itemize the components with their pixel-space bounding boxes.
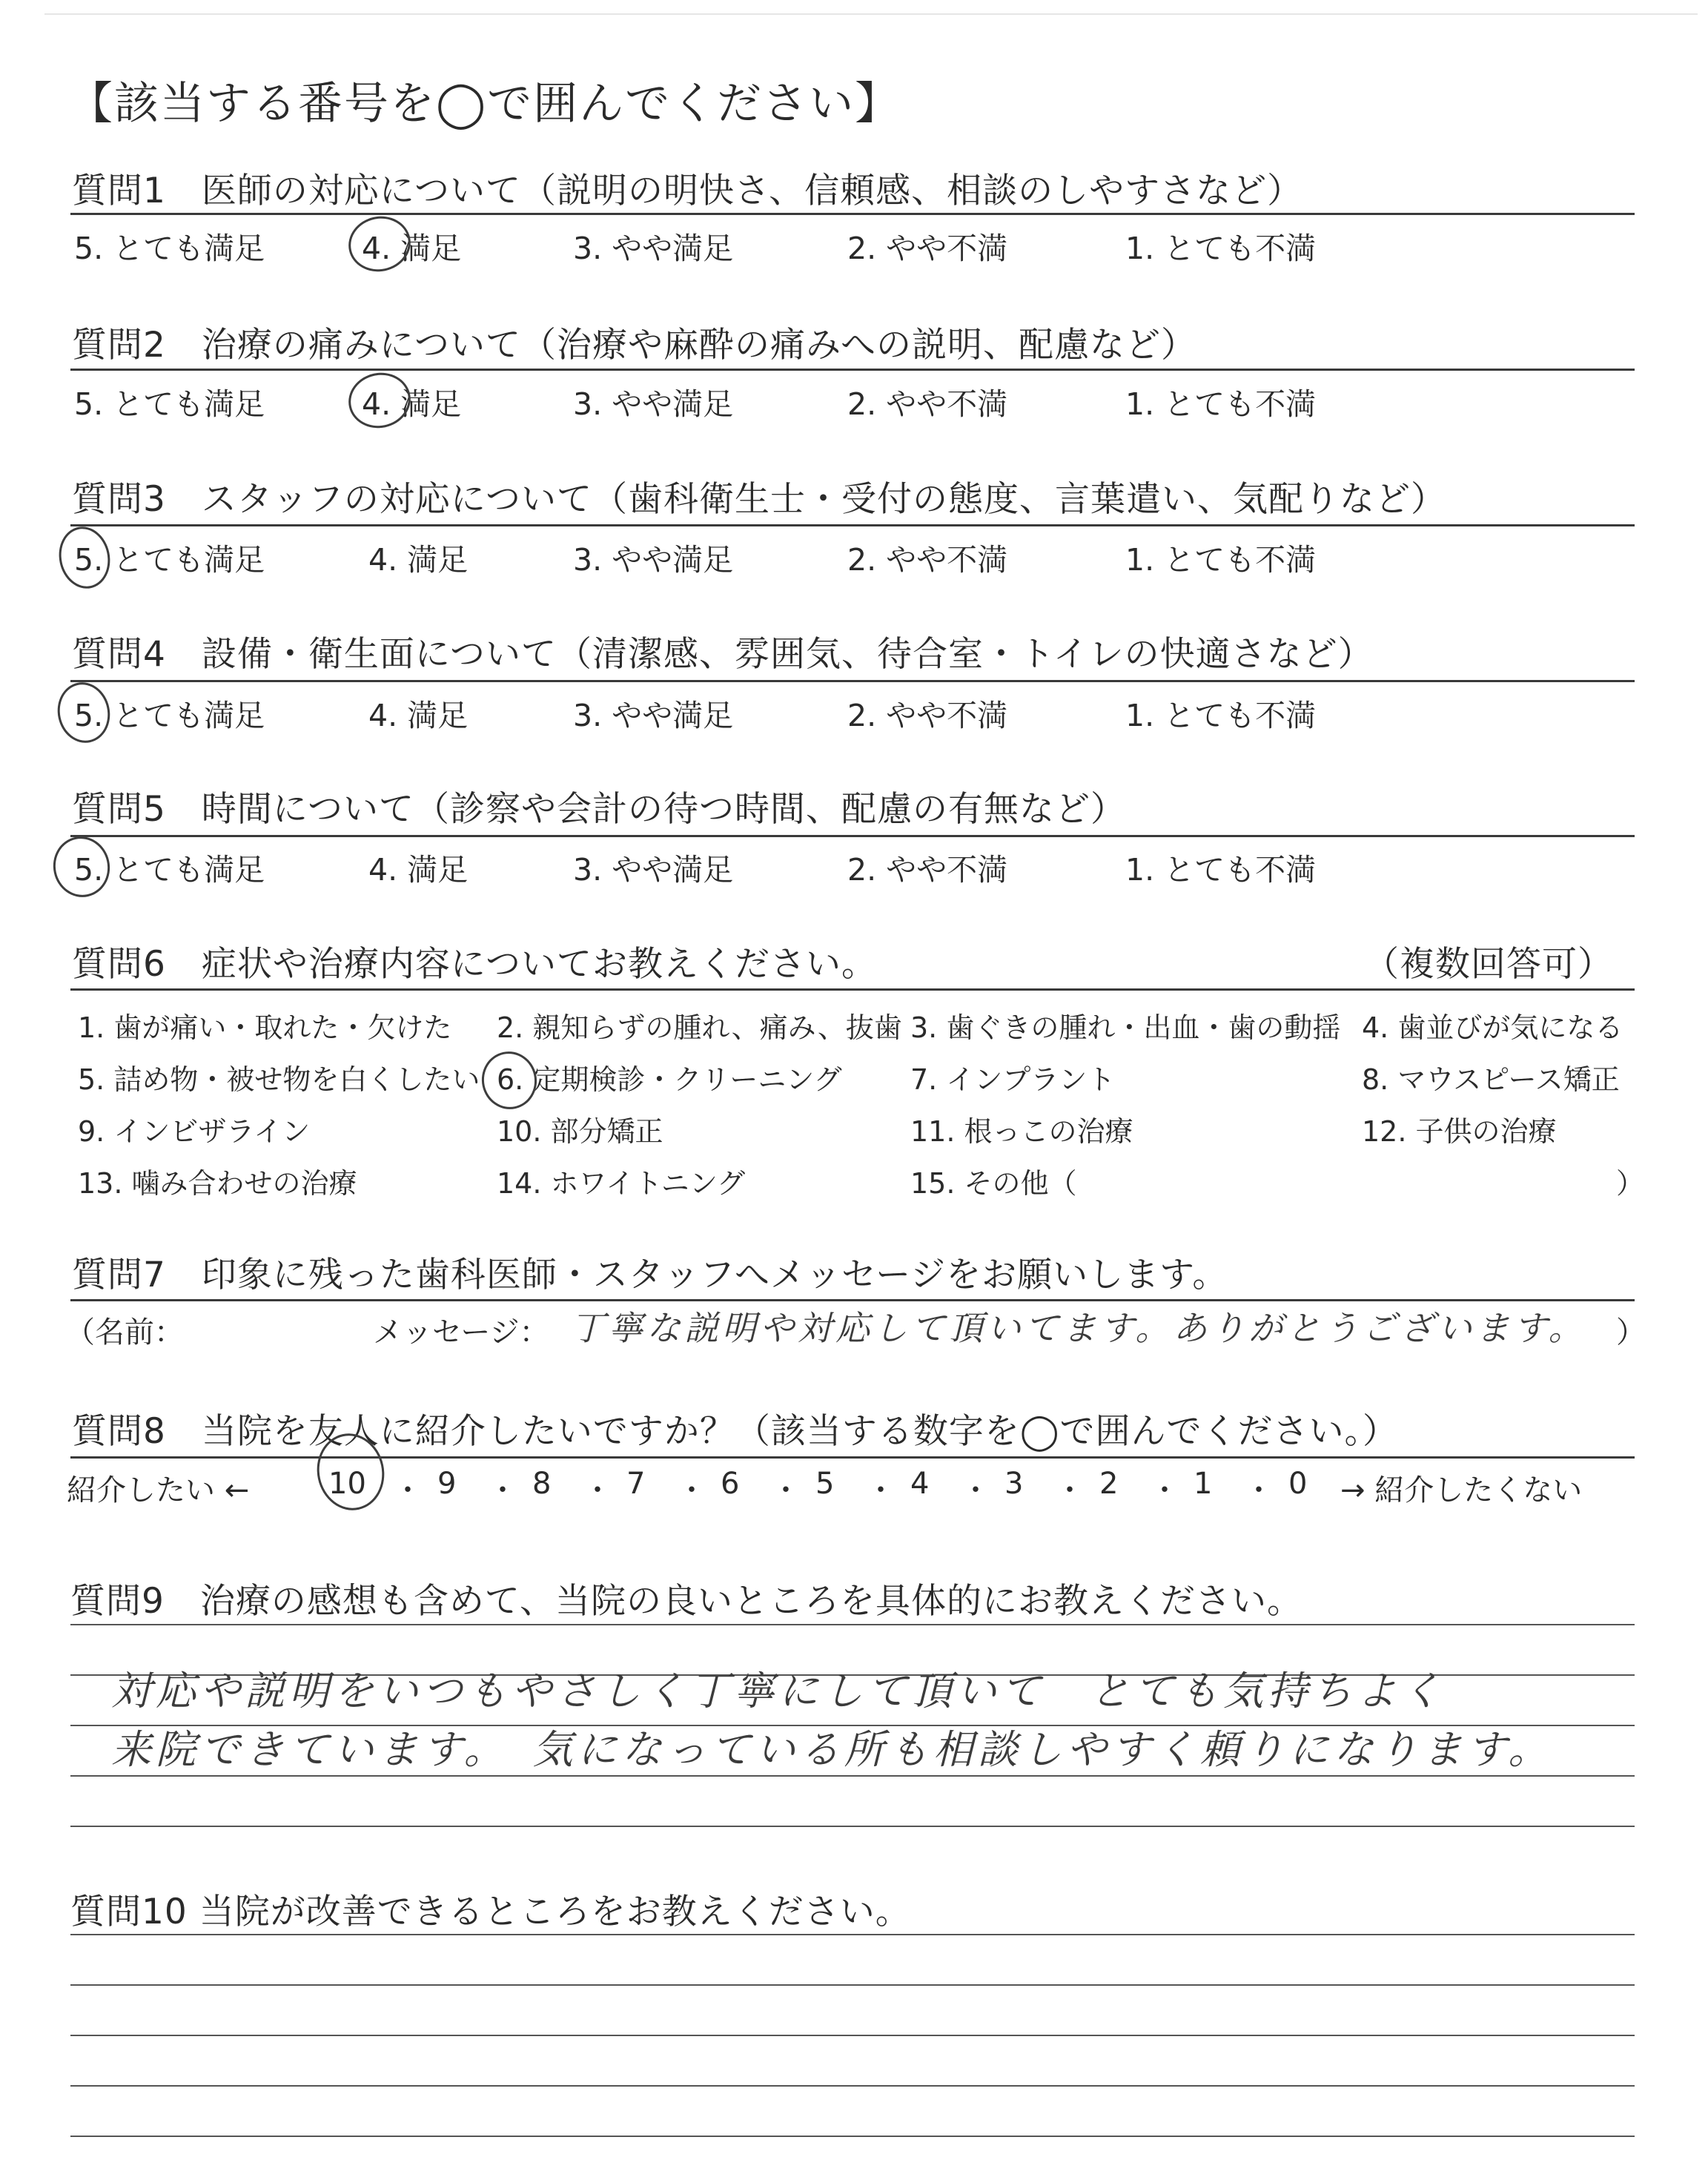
q6-option-13[interactable]: 13. 噛み合わせの治療 — [78, 1167, 357, 1200]
q8-dot: ・ — [1150, 1473, 1179, 1507]
q3-option-2[interactable]: 2. やや不満 — [847, 542, 1008, 578]
q3-option-1[interactable]: 1. とても不満 — [1125, 542, 1317, 578]
q8-dot: ・ — [866, 1473, 896, 1507]
q6-option-14[interactable]: 14. ホワイトニング — [497, 1167, 746, 1200]
q4-heading: 質問4 設備・衛生面について（清潔感、雰囲気、待合室・トイレの快適さなど） — [72, 634, 1374, 675]
q5-rule — [70, 835, 1635, 837]
q8-score-9[interactable]: 9 — [437, 1467, 457, 1501]
q5-option-3[interactable]: 3. やや満足 — [573, 852, 734, 888]
q8-dot: ・ — [488, 1473, 517, 1507]
q1-rule — [70, 213, 1635, 215]
q8-score-4[interactable]: 4 — [910, 1467, 930, 1501]
q8-left-label: 紹介したい ← — [67, 1473, 250, 1507]
q4-option-4[interactable]: 4. 満足 — [368, 698, 469, 733]
q6-other-close-paren: ） — [1616, 1167, 1645, 1200]
q1-option-2[interactable]: 2. やや不満 — [847, 231, 1008, 266]
q6-option-10[interactable]: 10. 部分矯正 — [497, 1115, 663, 1148]
q6-heading: 質問6 症状や治療内容についてお教えください。 — [72, 944, 877, 985]
q1-heading: 質問1 医師の対応について（説明の明快さ、信頼感、相談のしやすさなど） — [72, 171, 1303, 211]
q10-answer-line — [70, 1934, 1635, 1935]
q10-answer-line — [70, 2136, 1635, 2137]
top-border — [44, 13, 1698, 15]
q3-heading: 質問3 スタッフの対応について（歯科衛生士・受付の態度、言葉遣い、気配りなど） — [72, 479, 1446, 520]
q8-heading: 質問8 当院を友人に紹介したいですか？（該当する数字を◯で囲んでください。） — [72, 1411, 1399, 1452]
page-title: 【該当する番号を◯で囲んでください】 — [68, 78, 901, 130]
q1-option-5[interactable]: 5. とても満足 — [74, 231, 265, 266]
q5-option-5[interactable]: 5. とても満足 — [74, 852, 265, 888]
q8-dot: ・ — [583, 1473, 612, 1507]
q8-score-7[interactable]: 7 — [626, 1467, 646, 1501]
q10-answer-line — [70, 2085, 1635, 2087]
q8-right-label: → 紹介したくない — [1340, 1473, 1583, 1507]
q3-rule — [70, 524, 1635, 526]
q3-option-4[interactable]: 4. 満足 — [368, 542, 469, 578]
q4-option-5[interactable]: 5. とても満足 — [74, 698, 265, 733]
q6-option-5[interactable]: 5. 詰め物・被せ物を白くしたい — [78, 1063, 480, 1096]
q6-multi-answer-note: （複数回答可） — [1364, 944, 1613, 985]
q4-selection-circle — [52, 678, 116, 748]
q8-dot: ・ — [1055, 1473, 1085, 1507]
q7-message-label: メッセージ： — [373, 1315, 549, 1350]
q8-score-3[interactable]: 3 — [1004, 1467, 1024, 1501]
q4-option-1[interactable]: 1. とても不満 — [1125, 698, 1317, 733]
q2-heading: 質問2 治療の痛みについて（治療や麻酔の痛みへの説明、配慮など） — [72, 325, 1197, 366]
q9-handwritten-line-2: 来院できています。 気になっている所も相談しやすく頼りになります。 — [111, 1726, 1553, 1773]
q8-score-2[interactable]: 2 — [1099, 1467, 1119, 1501]
q3-selection-circle — [53, 522, 116, 593]
q6-option-7[interactable]: 7. インプラント — [910, 1063, 1116, 1096]
q5-selection-circle — [47, 831, 115, 902]
q8-dot: ・ — [393, 1473, 423, 1507]
q9-handwritten-line-1: 対応や説明をいつもやさしく丁寧にして頂いて とても気持ちよく — [111, 1668, 1446, 1714]
q5-option-2[interactable]: 2. やや不満 — [847, 852, 1008, 888]
q6-option-11[interactable]: 11. 根っこの治療 — [910, 1115, 1133, 1148]
q2-option-2[interactable]: 2. やや不満 — [847, 386, 1008, 422]
q8-score-0[interactable]: 0 — [1288, 1467, 1308, 1501]
q3-option-5[interactable]: 5. とても満足 — [74, 542, 265, 578]
q7-name-label: （名前： — [65, 1315, 184, 1350]
q1-option-1[interactable]: 1. とても不満 — [1125, 231, 1317, 266]
q2-option-1[interactable]: 1. とても不満 — [1125, 386, 1317, 422]
q9-answer-line — [70, 1775, 1635, 1777]
q4-option-2[interactable]: 2. やや不満 — [847, 698, 1008, 733]
q1-option-3[interactable]: 3. やや満足 — [573, 231, 734, 266]
q6-option-12[interactable]: 12. 子供の治療 — [1362, 1115, 1557, 1148]
q2-option-5[interactable]: 5. とても満足 — [74, 386, 265, 422]
q8-dot: ・ — [961, 1473, 990, 1507]
q8-score-8[interactable]: 8 — [532, 1467, 552, 1501]
q8-dot: ・ — [771, 1473, 801, 1507]
q8-dot: ・ — [1244, 1473, 1274, 1507]
q4-option-3[interactable]: 3. やや満足 — [573, 698, 734, 733]
q2-option-4[interactable]: 4. 満足 — [362, 386, 462, 422]
q6-option-15[interactable]: 15. その他（ — [910, 1167, 1077, 1200]
q8-score-10[interactable]: 10 — [328, 1467, 366, 1501]
q10-answer-line — [70, 1984, 1635, 1986]
q2-selection-circle — [343, 367, 416, 434]
q6-option-9[interactable]: 9. インビザライン — [78, 1115, 311, 1148]
q5-heading: 質問5 時間について（診察や会計の待つ時間、配慮の有無など） — [72, 789, 1126, 830]
q3-option-3[interactable]: 3. やや満足 — [573, 542, 734, 578]
q9-answer-line — [70, 1826, 1635, 1827]
q8-rule — [70, 1456, 1635, 1459]
q6-option-6[interactable]: 6. 定期検診・クリーニング — [497, 1063, 842, 1096]
q10-answer-line — [70, 2035, 1635, 2036]
q2-option-3[interactable]: 3. やや満足 — [573, 386, 734, 422]
q7-handwritten-message: 丁寧な説明や対応して頂いてます。ありがとうございます。 — [571, 1308, 1586, 1348]
q6-rule — [70, 988, 1635, 991]
q7-close-paren: ） — [1616, 1315, 1646, 1350]
q8-score-6[interactable]: 6 — [721, 1467, 740, 1501]
q9-heading: 質問9 治療の感想も含めて、当院の良いところを具体的にお教えください。 — [70, 1581, 1302, 1622]
q6-option-3[interactable]: 3. 歯ぐきの腫れ・出血・歯の動揺 — [910, 1011, 1341, 1044]
q8-dot: ・ — [677, 1473, 706, 1507]
q5-option-4[interactable]: 4. 満足 — [368, 852, 469, 888]
q9-answer-line — [70, 1624, 1635, 1625]
q10-heading: 質問10 当院が改善できるところをお教えください。 — [70, 1892, 911, 1932]
q6-option-8[interactable]: 8. マウスピース矯正 — [1362, 1063, 1620, 1096]
q6-option-1[interactable]: 1. 歯が痛い・取れた・欠けた — [78, 1011, 452, 1044]
q2-rule — [70, 369, 1635, 371]
q6-option-4[interactable]: 4. 歯並びが気になる — [1362, 1011, 1623, 1044]
q6-option-2[interactable]: 2. 親知らずの腫れ、痛み、抜歯 — [497, 1011, 902, 1044]
q4-rule — [70, 680, 1635, 682]
q8-score-1[interactable]: 1 — [1194, 1467, 1213, 1501]
q5-option-1[interactable]: 1. とても不満 — [1125, 852, 1317, 888]
q8-score-5[interactable]: 5 — [815, 1467, 835, 1501]
q7-heading: 質問7 印象に残った歯科医師・スタッフへメッセージをお願いします。 — [72, 1255, 1228, 1295]
q1-option-4[interactable]: 4. 満足 — [362, 231, 462, 266]
